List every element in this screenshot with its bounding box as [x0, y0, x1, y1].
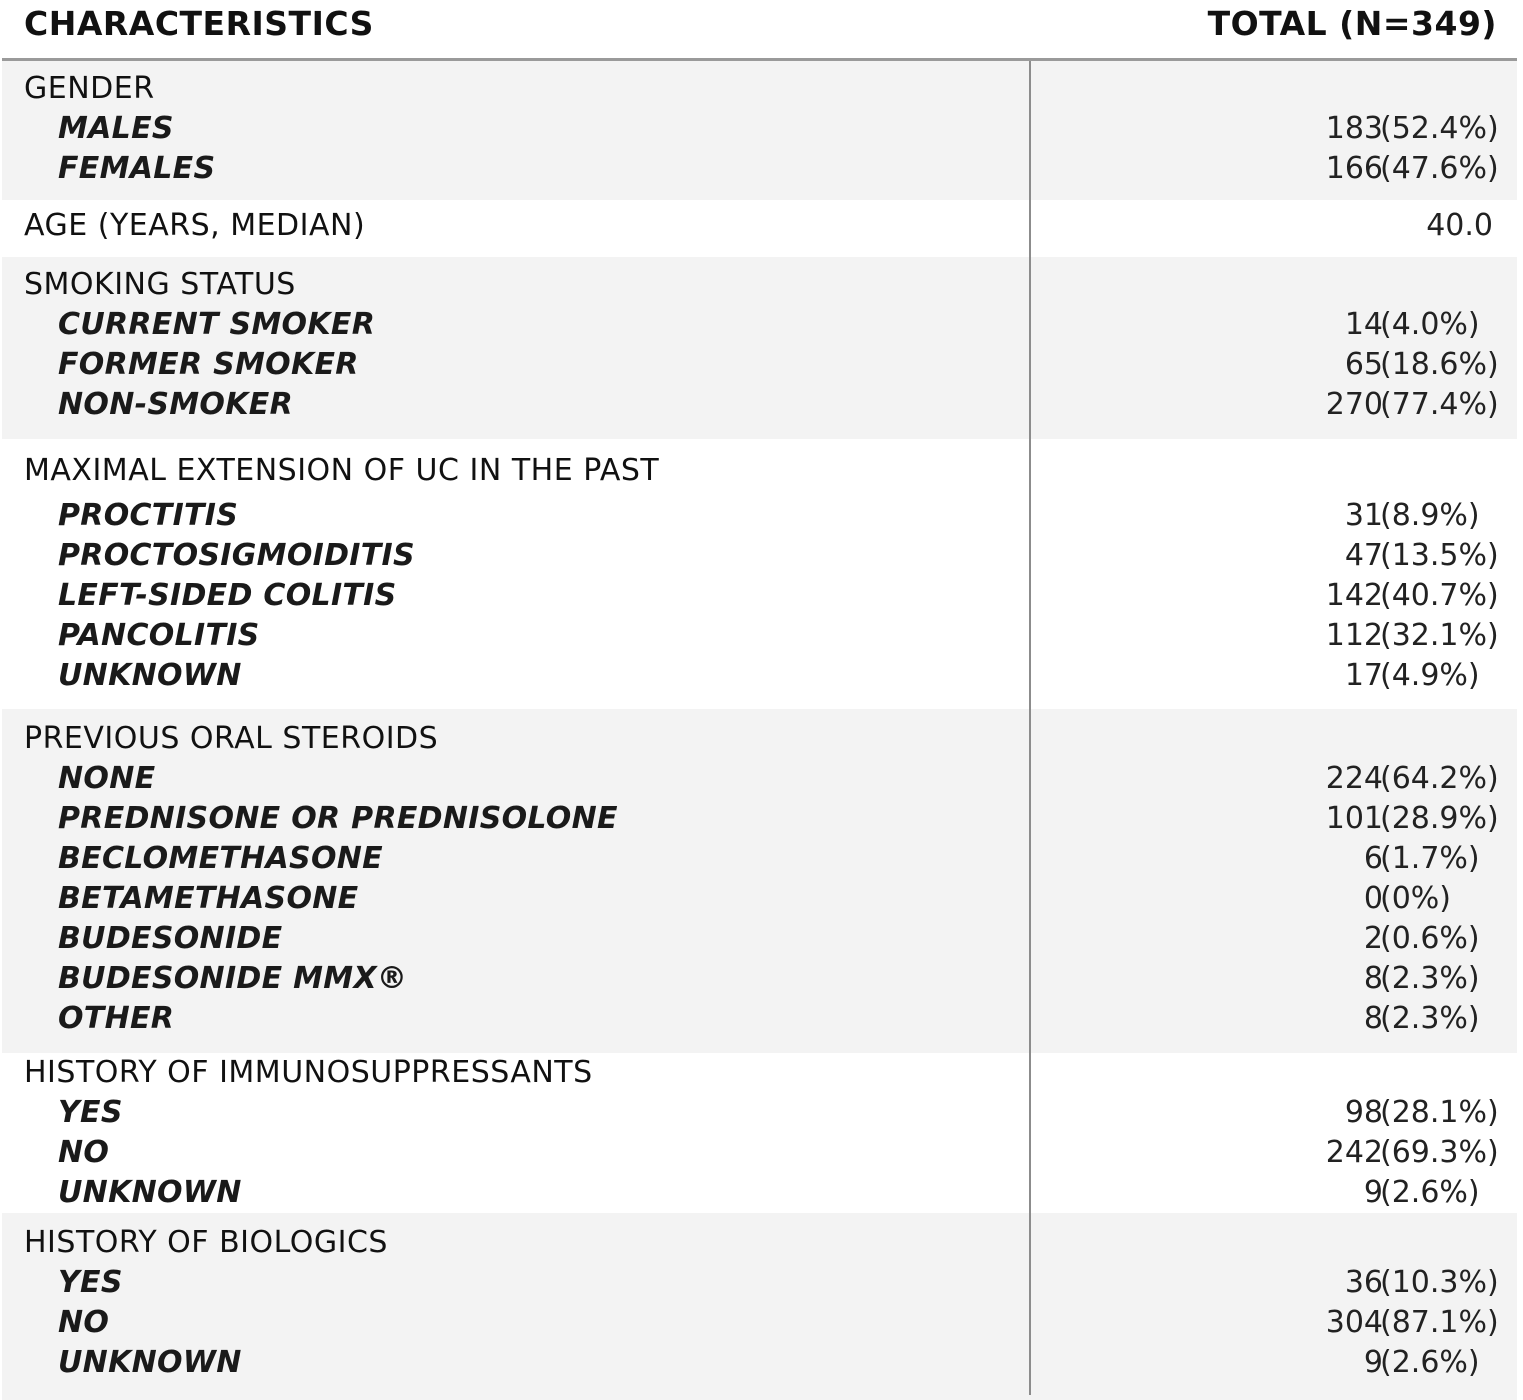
row-count: 8 [1363, 1001, 1383, 1036]
table-row [2, 345, 1517, 385]
row-label: PANCOLITIS [58, 618, 260, 653]
row-label: MALES [58, 111, 174, 146]
table-row [2, 496, 1517, 536]
table-row [2, 1093, 1517, 1133]
section-header-row [2, 265, 1517, 305]
row-label: PROCTOSIGMOIDITIS [58, 538, 415, 573]
row-count: 31 [1344, 498, 1383, 533]
table-row [2, 536, 1517, 576]
row-percent: (87.1%) [1380, 1305, 1499, 1340]
row-count: 224 [1325, 761, 1383, 796]
row-label: NON-SMOKER [58, 387, 293, 422]
table-row [2, 109, 1517, 149]
row-label: UNKNOWN [58, 1345, 242, 1380]
table-row [2, 919, 1517, 959]
row-count: 166 [1325, 151, 1383, 186]
table-section [2, 1053, 1517, 1213]
row-percent: (4.0%) [1380, 307, 1480, 342]
row-label: NONE [58, 761, 156, 796]
section-title: MAXIMAL EXTENSION OF UC IN THE PAST [24, 453, 660, 488]
row-percent: (28.1%) [1380, 1095, 1499, 1130]
table-section [2, 257, 1517, 439]
table-row [2, 759, 1517, 799]
row-label: BECLOMETHASONE [58, 841, 383, 876]
section-value: 40.0 [1426, 208, 1493, 243]
table-row [2, 1133, 1517, 1173]
table-row [2, 799, 1517, 839]
row-percent: (2.3%) [1380, 961, 1480, 996]
row-label: NO [58, 1305, 110, 1340]
row-label: BUDESONIDE MMX® [58, 961, 408, 996]
row-label: YES [58, 1265, 123, 1300]
section-title: HISTORY OF IMMUNOSUPPRESSANTS [24, 1055, 593, 1090]
row-percent: (77.4%) [1380, 387, 1499, 422]
characteristics-column-header: CHARACTERISTICS [24, 4, 374, 43]
section-title: PREVIOUS ORAL STEROIDS [24, 721, 439, 756]
table-section [2, 709, 1517, 1053]
row-label: BETAMETHASONE [58, 881, 359, 916]
table-row [2, 1173, 1517, 1213]
row-percent: (2.6%) [1380, 1345, 1480, 1380]
table-section [2, 200, 1517, 257]
row-label: PREDNISONE OR PREDNISOLONE [58, 801, 618, 836]
section-header-row [2, 1053, 1517, 1093]
section-header-row [2, 451, 1517, 491]
row-percent: (52.4%) [1380, 111, 1499, 146]
table-row [2, 656, 1517, 696]
row-count: 14 [1344, 307, 1383, 342]
total-column-header: TOTAL (N=349) [1207, 4, 1497, 43]
row-percent: (18.6%) [1380, 347, 1499, 382]
row-percent: (8.9%) [1380, 498, 1480, 533]
row-percent: (2.3%) [1380, 1001, 1480, 1036]
row-percent: (13.5%) [1380, 538, 1499, 573]
row-percent: (0%) [1380, 881, 1452, 916]
row-count: 142 [1325, 578, 1383, 613]
row-percent: (28.9%) [1380, 801, 1499, 836]
row-count: 242 [1325, 1135, 1383, 1170]
row-label: UNKNOWN [58, 1175, 242, 1210]
row-percent: (47.6%) [1380, 151, 1499, 186]
row-label: NO [58, 1135, 110, 1170]
row-count: 9 [1363, 1345, 1383, 1380]
section-header-row [2, 206, 1517, 246]
row-label: YES [58, 1095, 123, 1130]
row-count: 0 [1363, 881, 1383, 916]
row-percent: (2.6%) [1380, 1175, 1480, 1210]
row-percent: (40.7%) [1380, 578, 1499, 613]
row-count: 270 [1325, 387, 1383, 422]
row-label: LEFT-SIDED COLITIS [58, 578, 397, 613]
section-header-row [2, 69, 1517, 109]
row-count: 65 [1344, 347, 1383, 382]
section-title: HISTORY OF BIOLOGICS [24, 1225, 388, 1260]
table-row [2, 839, 1517, 879]
table-row [2, 616, 1517, 656]
section-title: SMOKING STATUS [24, 267, 296, 302]
row-label: BUDESONIDE [58, 921, 283, 956]
row-count: 17 [1344, 658, 1383, 693]
table-row [2, 1343, 1517, 1383]
row-label: CURRENT SMOKER [58, 307, 376, 342]
table-row [2, 959, 1517, 999]
table-section [2, 61, 1517, 200]
row-count: 304 [1325, 1305, 1383, 1340]
row-percent: (64.2%) [1380, 761, 1499, 796]
table-row [2, 149, 1517, 189]
table-row [2, 385, 1517, 425]
table-row [2, 305, 1517, 345]
row-percent: (1.7%) [1380, 841, 1480, 876]
table-row [2, 1303, 1517, 1343]
row-count: 2 [1363, 921, 1383, 956]
table-section [2, 439, 1517, 709]
section-header-row [2, 1223, 1517, 1263]
row-percent: (69.3%) [1380, 1135, 1499, 1170]
column-divider [1029, 61, 1031, 1395]
row-label: FORMER SMOKER [58, 347, 359, 382]
section-title: GENDER [24, 71, 155, 106]
table-row [2, 999, 1517, 1039]
row-label: OTHER [58, 1001, 175, 1036]
row-count: 112 [1325, 618, 1383, 653]
row-count: 47 [1344, 538, 1383, 573]
section-title: AGE (YEARS, MEDIAN) [24, 208, 366, 243]
table-section [2, 1213, 1517, 1400]
row-percent: (0.6%) [1380, 921, 1480, 956]
table-header [0, 0, 1523, 58]
section-header-row [2, 719, 1517, 759]
row-label: UNKNOWN [58, 658, 242, 693]
row-percent: (10.3%) [1380, 1265, 1499, 1300]
row-count: 9 [1363, 1175, 1383, 1210]
row-count: 98 [1344, 1095, 1383, 1130]
row-count: 8 [1363, 961, 1383, 996]
row-count: 101 [1325, 801, 1383, 836]
row-count: 6 [1363, 841, 1383, 876]
row-label: PROCTITIS [58, 498, 239, 533]
characteristics-table [2, 61, 1517, 1400]
row-label: FEMALES [58, 151, 216, 186]
row-count: 183 [1325, 111, 1383, 146]
table-row [2, 1263, 1517, 1303]
row-percent: (4.9%) [1380, 658, 1480, 693]
table-row [2, 576, 1517, 616]
row-count: 36 [1344, 1265, 1383, 1300]
table-row [2, 879, 1517, 919]
row-percent: (32.1%) [1380, 618, 1499, 653]
